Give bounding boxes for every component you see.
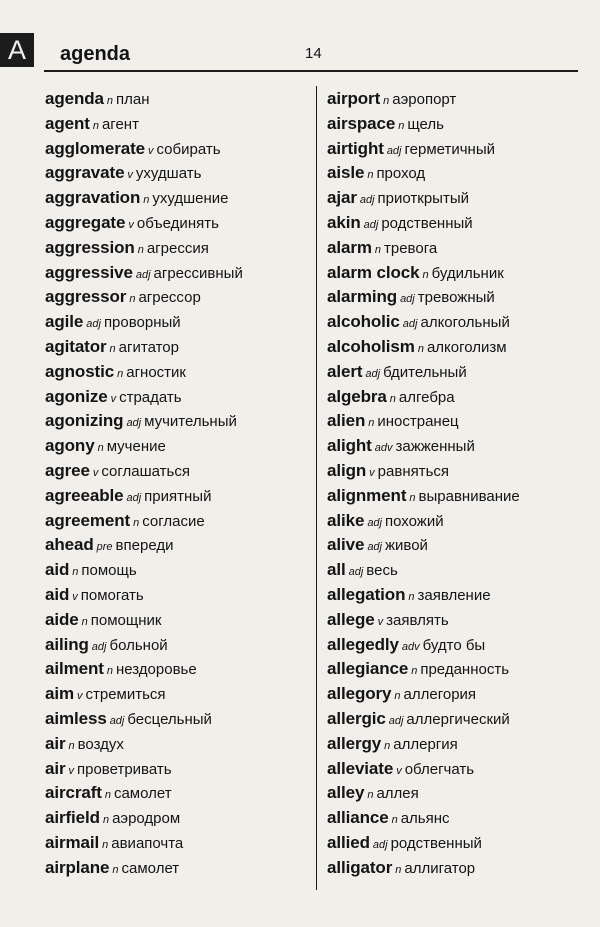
entry-headword: airport <box>327 89 381 108</box>
entry-translation: иностранец <box>377 413 459 431</box>
entry-translation: родственный <box>381 214 473 232</box>
entry-translation: аллея <box>376 785 419 803</box>
entry-headword: alliance <box>327 808 389 828</box>
dictionary-entry <box>45 459 320 484</box>
entry-headword: aggressive <box>45 262 133 282</box>
entry-part-of-speech: n <box>102 838 109 851</box>
dictionary-entry <box>327 112 600 137</box>
entry-headword: aircraft <box>45 783 102 803</box>
section-letter-tab: A <box>0 33 34 67</box>
dictionary-entry <box>45 682 320 707</box>
dictionary-entry <box>45 161 320 186</box>
entry-translation: алгебра <box>398 388 455 406</box>
entry-part-of-speech: v <box>68 764 74 777</box>
dictionary-entry <box>45 87 320 112</box>
entry-headword: alien <box>327 411 366 431</box>
entry-part-of-speech: n <box>411 665 418 678</box>
dictionary-entry <box>327 211 600 236</box>
dictionary-entry <box>45 757 320 782</box>
entry-part-of-speech: adj <box>348 566 364 579</box>
entry-part-of-speech: n <box>389 392 396 405</box>
entry-translation: весь <box>366 562 398 580</box>
entry-part-of-speech: n <box>368 417 375 430</box>
entry-headword: aggression <box>45 237 135 257</box>
entry-headword: alleviate <box>327 758 394 778</box>
entry-translation: аллигатор <box>404 859 476 877</box>
entry-part-of-speech: adj <box>363 218 379 231</box>
entry-part-of-speech: n <box>395 863 402 876</box>
entry-headword: agonize <box>45 386 108 406</box>
dictionary-entry <box>327 831 600 856</box>
entry-headword: aide <box>45 609 79 629</box>
entry-translation: заявлять <box>386 611 449 629</box>
entry-translation: ухудшать <box>135 165 202 183</box>
entry-part-of-speech: v <box>92 466 99 479</box>
entry-part-of-speech: n <box>106 95 114 107</box>
entry-translation: заявление <box>417 586 491 604</box>
entry-headword: algebra <box>327 386 387 406</box>
entry-translation: аллегория <box>403 686 477 704</box>
entry-headword: ajar <box>327 188 357 208</box>
entry-headword: airspace <box>327 113 396 133</box>
entry-headword: agony <box>45 436 95 456</box>
entry-part-of-speech: n <box>374 243 381 256</box>
entry-translation: впереди <box>115 537 174 555</box>
entry-translation: аллергический <box>406 710 510 728</box>
entry-headword: allegedly <box>327 634 399 654</box>
entry-headword: aim <box>45 684 74 704</box>
entry-headword: air <box>45 758 66 778</box>
entry-translation: живой <box>385 537 428 555</box>
dictionary-entry <box>45 261 320 286</box>
dictionary-entry <box>45 211 320 236</box>
dictionary-entry <box>327 161 600 186</box>
dictionary-entry <box>327 459 600 484</box>
entry-translation: бдительный <box>383 363 467 381</box>
entry-headword: allied <box>327 832 370 852</box>
entry-translation: агрессивный <box>153 264 243 282</box>
entry-headword: alligator <box>327 857 393 877</box>
dictionary-entry <box>327 806 600 831</box>
entry-headword: align <box>327 460 367 480</box>
dictionary-entry <box>45 509 320 534</box>
entry-part-of-speech: n <box>409 491 416 504</box>
entry-translation: мучение <box>106 438 166 456</box>
entry-part-of-speech: n <box>97 442 104 455</box>
entry-translation: воздух <box>77 735 124 753</box>
dictionary-entry <box>327 757 600 782</box>
entry-part-of-speech: adj <box>91 640 107 653</box>
dictionary-entry <box>327 261 600 286</box>
entry-part-of-speech: pre <box>96 541 113 554</box>
dictionary-entry <box>327 186 600 211</box>
dictionary-entry <box>327 385 600 410</box>
dictionary-entry <box>327 310 600 335</box>
entry-translation: зажженный <box>395 438 475 456</box>
entry-translation: будто бы <box>422 636 486 654</box>
dictionary-entry <box>327 781 600 806</box>
entry-headword: allegiance <box>327 659 409 679</box>
entry-part-of-speech: v <box>110 392 117 405</box>
entry-headword: agree <box>45 460 90 480</box>
entry-translation: собирать <box>156 140 221 158</box>
dictionary-entry <box>327 856 600 881</box>
entry-part-of-speech: v <box>396 764 402 777</box>
entry-headword: aggregate <box>45 212 126 232</box>
dictionary-entry <box>327 732 600 757</box>
entry-part-of-speech: v <box>127 169 133 182</box>
entry-translation: ухудшение <box>152 190 229 208</box>
entry-part-of-speech: n <box>384 739 391 752</box>
entry-headword: ailing <box>45 634 89 654</box>
dictionary-entry <box>45 335 320 360</box>
entry-headword: alignment <box>327 485 407 505</box>
entry-part-of-speech: n <box>81 615 88 628</box>
entry-part-of-speech: n <box>102 814 110 827</box>
entry-headword: allege <box>327 609 375 629</box>
dictionary-entry <box>45 533 320 558</box>
entry-headword: airtight <box>327 138 384 158</box>
dictionary-entry <box>45 137 320 162</box>
entry-translation: проворный <box>103 314 181 332</box>
dictionary-entry <box>327 484 600 509</box>
entry-part-of-speech: adj <box>126 417 142 430</box>
entry-headword: akin <box>327 212 361 232</box>
entry-part-of-speech: v <box>72 590 78 603</box>
entry-part-of-speech: adj <box>365 367 381 380</box>
entry-headword: aimless <box>45 708 107 728</box>
entry-headword: aggravation <box>45 188 141 208</box>
entry-translation: агрессия <box>146 239 209 257</box>
entry-part-of-speech: n <box>117 367 124 380</box>
entry-translation: помощник <box>90 611 162 629</box>
entry-headword: allergic <box>327 708 386 728</box>
dictionary-entry <box>45 856 320 881</box>
entry-part-of-speech: n <box>72 566 79 579</box>
dictionary-entry <box>45 236 320 261</box>
entry-headword: alley <box>327 783 365 803</box>
entry-translation: тревога <box>384 239 438 257</box>
entry-headword: ahead <box>45 535 94 555</box>
entry-headword: aid <box>45 584 70 604</box>
entry-translation: помогать <box>80 586 144 604</box>
left-column <box>45 87 320 881</box>
dictionary-entry <box>45 732 320 757</box>
entry-part-of-speech: n <box>408 590 415 603</box>
entry-translation: больной <box>109 636 168 654</box>
entry-headword: aggravate <box>45 163 125 183</box>
entry-headword: allegory <box>327 684 392 704</box>
entry-part-of-speech: adj <box>400 293 415 306</box>
entry-part-of-speech: n <box>106 665 113 678</box>
entry-translation: страдать <box>119 388 182 406</box>
entry-headword: alight <box>327 436 372 456</box>
entry-translation: герметичный <box>404 140 495 158</box>
entry-headword: alarm clock <box>327 262 420 282</box>
dictionary-entry <box>327 633 600 658</box>
entry-translation: соглашаться <box>101 462 190 480</box>
entry-part-of-speech: v <box>369 466 375 479</box>
entry-translation: аэродром <box>112 810 181 828</box>
entry-part-of-speech: n <box>383 95 390 107</box>
dictionary-entry <box>45 781 320 806</box>
entry-translation: алкоголизм <box>426 338 507 356</box>
dictionary-entry <box>327 285 600 310</box>
dictionary-entry <box>327 360 600 385</box>
dictionary-entry <box>327 583 600 608</box>
entry-part-of-speech: n <box>137 243 144 256</box>
dictionary-entry <box>327 87 600 112</box>
entry-headword: aggressor <box>45 287 127 307</box>
dictionary-entry <box>45 112 320 137</box>
dictionary-entry <box>45 310 320 335</box>
entry-part-of-speech: v <box>128 218 134 231</box>
entry-translation: помощь <box>81 562 137 580</box>
entry-headword: agitator <box>45 336 107 356</box>
entry-translation: выравнивание <box>418 487 520 505</box>
dictionary-entry <box>327 682 600 707</box>
dictionary-entry <box>327 608 600 633</box>
entry-headword: airmail <box>45 832 100 852</box>
entry-translation: проветривать <box>77 760 172 778</box>
dictionary-entry <box>45 806 320 831</box>
entry-part-of-speech: n <box>422 268 429 281</box>
entry-headword: alike <box>327 510 365 530</box>
entry-translation: бесцельный <box>127 710 212 728</box>
dictionary-entry <box>45 707 320 732</box>
entry-headword: alert <box>327 361 363 381</box>
entry-part-of-speech: adj <box>135 268 151 281</box>
entry-translation: агрессор <box>138 289 201 307</box>
entry-part-of-speech: adv <box>374 442 393 455</box>
entry-part-of-speech: n <box>394 690 401 703</box>
entry-part-of-speech: adj <box>359 194 375 207</box>
entry-translation: агент <box>101 115 139 133</box>
entry-translation: самолет <box>121 859 180 877</box>
dictionary-entry <box>327 137 600 162</box>
entry-part-of-speech: n <box>112 863 119 876</box>
entry-headword: agonizing <box>45 411 124 431</box>
entry-translation: будильник <box>431 264 504 282</box>
entry-headword: allergy <box>327 733 382 753</box>
entry-headword: agreeable <box>45 485 124 505</box>
entry-headword: airfield <box>45 808 100 828</box>
entry-translation: преданность <box>420 661 510 679</box>
entry-headword: alcoholism <box>327 336 415 356</box>
header-rule <box>44 70 578 72</box>
entry-part-of-speech: n <box>417 342 424 355</box>
right-column <box>327 87 600 881</box>
entry-translation: приоткрытый <box>377 190 469 208</box>
entry-part-of-speech: n <box>367 789 374 802</box>
entry-translation: план <box>116 91 150 108</box>
entry-part-of-speech: n <box>391 814 398 827</box>
entry-part-of-speech: adj <box>367 516 382 529</box>
entry-headword: agent <box>45 113 90 133</box>
entry-translation: приятный <box>144 487 212 505</box>
dictionary-entry <box>327 558 600 583</box>
entry-part-of-speech: adv <box>401 640 420 653</box>
dictionary-entry <box>45 583 320 608</box>
dictionary-entry <box>327 509 600 534</box>
dictionary-entry <box>45 633 320 658</box>
entry-translation: равняться <box>377 462 450 480</box>
dictionary-entry <box>327 335 600 360</box>
entry-translation: объединять <box>136 214 219 232</box>
entry-translation: проход <box>376 165 426 183</box>
entry-headword: agglomerate <box>45 138 145 158</box>
entry-part-of-speech: n <box>109 342 116 355</box>
dictionary-entry <box>45 657 320 682</box>
guide-word: agenda <box>60 43 131 65</box>
entry-part-of-speech: n <box>398 119 405 132</box>
dictionary-entry <box>327 707 600 732</box>
entry-headword: agile <box>45 312 84 332</box>
dictionary-entry <box>45 385 320 410</box>
entry-translation: алкогольный <box>420 314 510 332</box>
entry-translation: щель <box>407 115 444 133</box>
dictionary-entry <box>45 608 320 633</box>
entry-part-of-speech: v <box>377 615 384 628</box>
dictionary-entry <box>45 285 320 310</box>
entry-part-of-speech: n <box>92 119 99 132</box>
entry-headword: airplane <box>45 857 110 877</box>
entry-part-of-speech: adj <box>372 838 388 851</box>
entry-part-of-speech: adj <box>388 714 404 727</box>
entry-part-of-speech: n <box>133 516 140 529</box>
dictionary-entry <box>45 558 320 583</box>
entry-part-of-speech: v <box>77 690 83 703</box>
entry-headword: allegation <box>327 584 406 604</box>
entry-translation: аллергия <box>393 735 458 753</box>
entry-part-of-speech: n <box>68 739 75 752</box>
entry-translation: стремиться <box>85 686 166 704</box>
dictionary-entry <box>45 409 320 434</box>
entry-part-of-speech: adj <box>126 491 142 504</box>
entry-headword: alarming <box>327 287 398 307</box>
entry-part-of-speech: adj <box>367 541 382 554</box>
entry-translation: авиапочта <box>111 834 184 852</box>
entry-translation: самолет <box>113 785 172 803</box>
entry-translation: альянс <box>400 810 450 828</box>
dictionary-entry <box>45 186 320 211</box>
entry-headword: agenda <box>45 89 104 108</box>
entry-part-of-speech: n <box>143 194 150 207</box>
dictionary-entry <box>45 484 320 509</box>
entry-part-of-speech: n <box>367 169 374 182</box>
entry-headword: ailment <box>45 659 104 679</box>
dictionary-entry <box>327 533 600 558</box>
entry-part-of-speech: n <box>104 789 111 802</box>
entry-headword: aid <box>45 560 70 580</box>
entry-translation: похожий <box>385 512 444 530</box>
entry-headword: alive <box>327 535 365 555</box>
entry-headword: agreement <box>45 510 131 530</box>
entry-part-of-speech: adj <box>386 144 402 157</box>
dictionary-entry <box>327 409 600 434</box>
entry-part-of-speech: adj <box>86 318 101 331</box>
entry-translation: мучительный <box>144 413 237 431</box>
entry-part-of-speech: adj <box>109 714 125 727</box>
dictionary-entry <box>327 434 600 459</box>
entry-translation: родственный <box>390 834 482 852</box>
entry-translation: аэропорт <box>392 91 457 108</box>
entry-part-of-speech: n <box>129 293 136 306</box>
entry-headword: aisle <box>327 163 365 183</box>
entry-translation: агностик <box>126 363 186 381</box>
entry-part-of-speech: v <box>148 144 154 157</box>
dictionary-entry <box>327 236 600 261</box>
entry-headword: alarm <box>327 237 372 257</box>
entry-translation: согласие <box>142 512 205 530</box>
entry-translation: агитатор <box>118 338 179 356</box>
entry-translation: тревожный <box>417 289 495 307</box>
entry-translation: облегчать <box>404 760 475 778</box>
entry-part-of-speech: adj <box>402 318 418 331</box>
entry-headword: alcoholic <box>327 312 400 332</box>
dictionary-entry <box>45 831 320 856</box>
entry-translation: нездоровье <box>115 661 197 679</box>
entry-headword: agnostic <box>45 361 115 381</box>
entry-headword: air <box>45 733 66 753</box>
page-number: 14 <box>305 45 322 62</box>
dictionary-entry <box>45 360 320 385</box>
dictionary-entry <box>45 434 320 459</box>
entry-headword: all <box>327 560 346 580</box>
dictionary-entry <box>327 657 600 682</box>
